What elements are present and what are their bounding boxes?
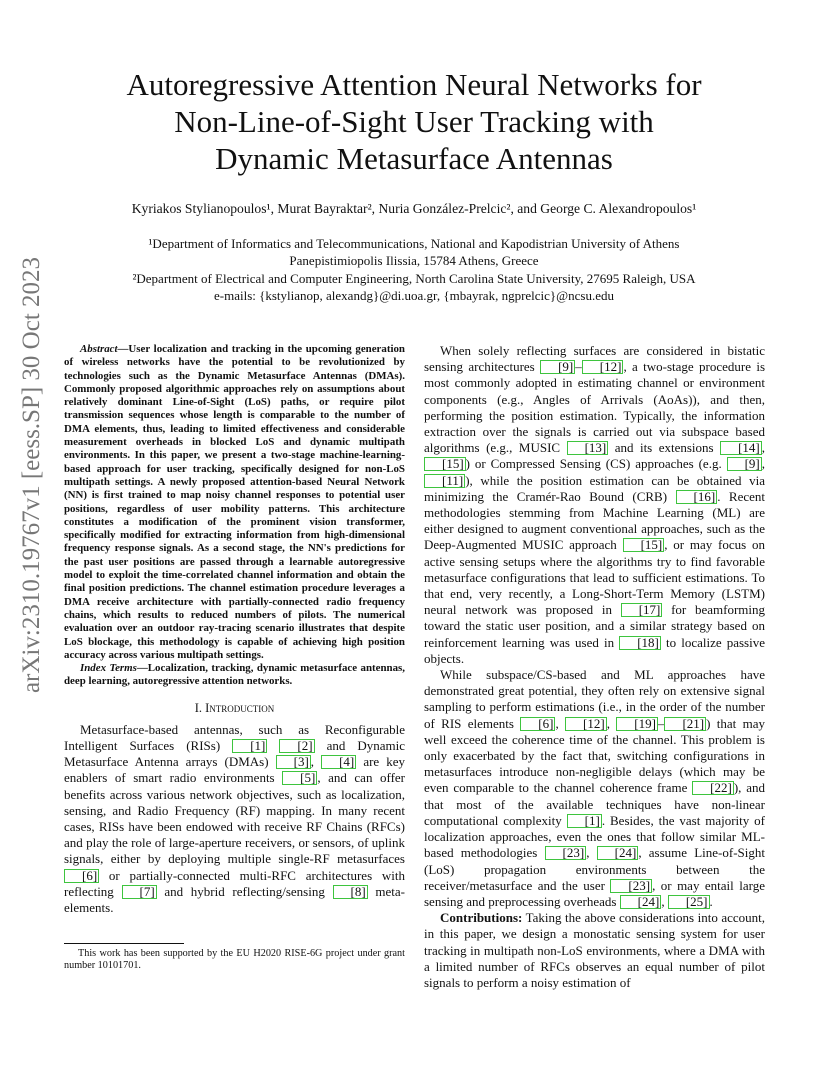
contributions-text: Taking the above considerations into account, in this paper, we design a monostatic sensing system for user tracking in multipath non-LoS environments, where a DMA with a limited number of RFCs observes an equal number of pilot signals to perform a noisy estimation of [424, 910, 765, 990]
text-run: ) or Compressed Sensing (CS) approaches (e.g. [465, 456, 727, 472]
text-run: , a two-stage procedure is most commonly adopted in estimating channel or environment components (e.g., Angles of Arrivals (AoAs)), and then, performing the position estimation. Typically, the information extraction over the signals is carried out via subspace based algorithms (e.g., MUSIC [424, 359, 766, 456]
citation-link[interactable]: [12] [582, 360, 624, 374]
text-run: . [709, 893, 713, 909]
text-run: , [606, 715, 617, 731]
text-run: While subspace/CS-based and ML approaches have demonstrated great potential, they often rely on extensive signal sampling to perform estimations (i.e., in the order of the number of RIS elements [424, 667, 765, 731]
text-run: . Besides, the vast majority of localization approaches, even the ones that follow similar ML-based methodologies [424, 812, 766, 861]
title-line: Non-Line-of-Sight User Tracking with [174, 104, 654, 139]
text-run: are key enablers of smart radio environments [64, 754, 406, 786]
contact-emails: e-mails: {kstylianop, alexandg}@di.uoa.gr, {mbayrak, ngprelcic}@ncsu.edu [214, 288, 614, 303]
author-list: Kyriakos Stylianopoulos¹, Murat Bayraktar², Nuria González-Prelcic², and George C. Alexandropoulos¹ [131, 201, 697, 216]
text-run: and Dynamic Metasurface Antenna arrays (DMAs) [64, 737, 405, 770]
citation-link[interactable]: [11] [424, 474, 465, 488]
citation-link[interactable]: [4] [321, 755, 356, 769]
section-title: Introduction [205, 700, 275, 715]
citation-link[interactable]: [22] [692, 781, 734, 795]
text-run: for beamforming toward the static user position, and a similar strategy based on reinforcement learning was used in [424, 602, 765, 650]
citation-link[interactable]: [1] [232, 739, 267, 753]
citation-link[interactable]: [8] [333, 885, 368, 899]
index-terms-label: Index Terms [80, 662, 137, 675]
index-terms-text: —Localization, tracking, dynamic metasurface antennas, deep learning, autoregressive attention networks. [64, 662, 405, 688]
affiliation-2: ²Department of Electrical and Computer Engineering, North Carolina State University, 27695 Raleigh, USA [132, 271, 696, 286]
citation-link[interactable]: [5] [282, 771, 317, 785]
citation-link[interactable]: [12] [565, 717, 607, 731]
text-run: ), and that most of the available techniques have non-linear computational complexity [424, 780, 765, 828]
citation-link[interactable]: [17] [621, 603, 663, 617]
text-run: , and can offer benefits across various network objectives, such as localization, sensing, and Radio Frequency (RF) mapping. In many recent cases, RISs have been endowed with receive RF Chains (RFCs) and play the role of large-aperture receivers, or sensors, of uplink signals, either by deploying multiple single-RF metasurfaces [64, 770, 405, 867]
citation-link[interactable]: [15] [623, 538, 665, 552]
contributions-paragraph [424, 910, 765, 991]
citation-link[interactable]: [23] [545, 846, 587, 860]
footnote-rule [64, 943, 184, 944]
text-run: , or may entail large sensing and preprocessing overheads [424, 877, 765, 909]
text-run: – [657, 715, 665, 731]
citation-link[interactable]: [6] [64, 869, 99, 883]
citation-link[interactable]: [14] [720, 441, 762, 455]
citation-link[interactable]: [2] [279, 739, 314, 753]
affiliation-1-address: Panepistimiopolis Ilissia, 15784 Athens, Greece [289, 253, 539, 268]
citation-link[interactable]: [21] [664, 717, 706, 731]
citation-link[interactable]: [6] [520, 717, 555, 731]
text-run: . Recent methodologies stemming from Machine Learning (ML) are either designed to augment conventional approaches, such as the Deep-Augmented MUSIC approach [424, 488, 766, 553]
funding-footnote: This work has been supported by the EU H2020 RISE-6G project under grant number 10101701. [64, 948, 405, 972]
abstract-text: —User localization and tracking in the upcoming generation of wireless networks have the potential to be revolutionized by technologies such as the Dynamic Metasurface Antennas (DMAs). Commonly proposed algorithmic approaches rely on assumptions about relatively dominant Line-of-Sight (LoS) paths, or require pilot transmission sequences whose length is comparable to the number of DMA elements, thus, leading to limited effectiveness and considerable measurement overheads in blocked LoS and dynamic multipath environments. In this paper, we present a two-stage machine-learning-based approach for user tracking, specifically designed for non-LoS multipath settings. A newly proposed attention-based Neural Network (NN) is first trained to map noisy channel responses to potential user positions, regardless of user mobility patterns. This architecture constitutes a modification of the prominent vision transformer, specifically modified for extracting information from high-dimensional frequency response signals. As a second stage, the NN's predictions for the past user positions are passed through a learnable autoregressive model to exploit the time-correlated channel information and obtain the final position predictions. The channel estimation procedure leverages a DMA receive architecture with partially-connected radio frequency chains, which results to reduced numbers of pilots. The numerical evaluation over an outdoor ray-tracing scenario illustrates that despite LoS blockage, this methodology is capable of achieving high position accuracy across various multipath settings. [64, 343, 405, 661]
citation-link[interactable]: [19] [616, 717, 658, 731]
body-paragraph [424, 343, 765, 667]
index-terms [64, 662, 405, 689]
text-run: and its extensions [608, 440, 721, 456]
citation-link[interactable]: [16] [676, 490, 718, 504]
citation-link[interactable]: [7] [122, 885, 157, 899]
paper-title [60, 66, 768, 177]
text-run: , assume Line-of-Sight (LoS) propagation environments between the receiver/metasurface and the user [424, 845, 765, 893]
text-run: and hybrid reflecting/sensing [156, 883, 333, 899]
right-column [424, 343, 765, 991]
text-run: , [761, 440, 765, 456]
text-run: , or may focus on active sensing setups where the algorithms try to find favorable metasurface configurations that lead to sufficient estimations. To that end, very recently, a Long-Short-Term Memory (LSTM) neural network was proposed in [424, 537, 765, 618]
section-heading [64, 701, 405, 716]
text-run: When solely reflecting surfaces are considered in bistatic sensing architectures [424, 343, 765, 375]
title-line: Dynamic Metasurface Antennas [215, 141, 613, 176]
text-run: , [586, 845, 597, 861]
text-run: ), while the position estimation can be obtained via minimizing the Cramér-Rao Bound (CRB) [424, 472, 765, 504]
arxiv-watermark: arXiv:2310.19767v1 [eess.SP] 30 Oct 2023 [18, 256, 45, 694]
affiliation-1: ¹Department of Informatics and Telecommunications, National and Kapodistrian University of Athens [148, 236, 680, 251]
text-run: meta-elements. [64, 883, 405, 915]
abstract [64, 343, 405, 662]
citation-link[interactable]: [18] [619, 636, 661, 650]
citation-link[interactable]: [25] [668, 895, 710, 909]
text-run: , [761, 456, 765, 472]
left-column [64, 343, 405, 916]
citation-link[interactable]: [23] [610, 879, 652, 893]
section-number: I. [194, 700, 202, 715]
citation-link[interactable]: [24] [620, 895, 662, 909]
citation-link[interactable]: [24] [597, 846, 639, 860]
citation-link[interactable]: [15] [424, 457, 466, 471]
text-run: Metasurface-based antennas, such as Reconfigurable Intelligent Surfaces (RISs) [64, 721, 405, 753]
text-run: ) that may well exceed the coherence time of the channel. This problem is only exacerbated by the fact that, switching configurations in metasurfaces introduce non-negligible delays (which may be even comparable to the channel coherence frame [424, 715, 766, 796]
citation-link[interactable]: [1] [567, 814, 602, 828]
text-run: or partially-connected multi-RFC architectures with reflecting [64, 867, 405, 899]
citation-link[interactable]: [13] [567, 441, 609, 455]
text-run: , [661, 893, 668, 909]
text-run: , [555, 715, 566, 731]
intro-paragraph [64, 722, 405, 916]
citation-link[interactable]: [9] [540, 360, 575, 374]
text-run: , [310, 754, 322, 770]
body-paragraph [424, 667, 765, 910]
abstract-label: Abstract [80, 343, 118, 355]
citation-link[interactable]: [3] [276, 755, 311, 769]
text-run: to localize passive objects. [424, 634, 765, 666]
citation-link[interactable]: [9] [727, 457, 762, 471]
text-run: – [575, 359, 582, 375]
title-line: Autoregressive Attention Neural Networks for [126, 67, 702, 102]
text-run [267, 738, 279, 753]
contributions-label: Contributions: [440, 910, 523, 926]
